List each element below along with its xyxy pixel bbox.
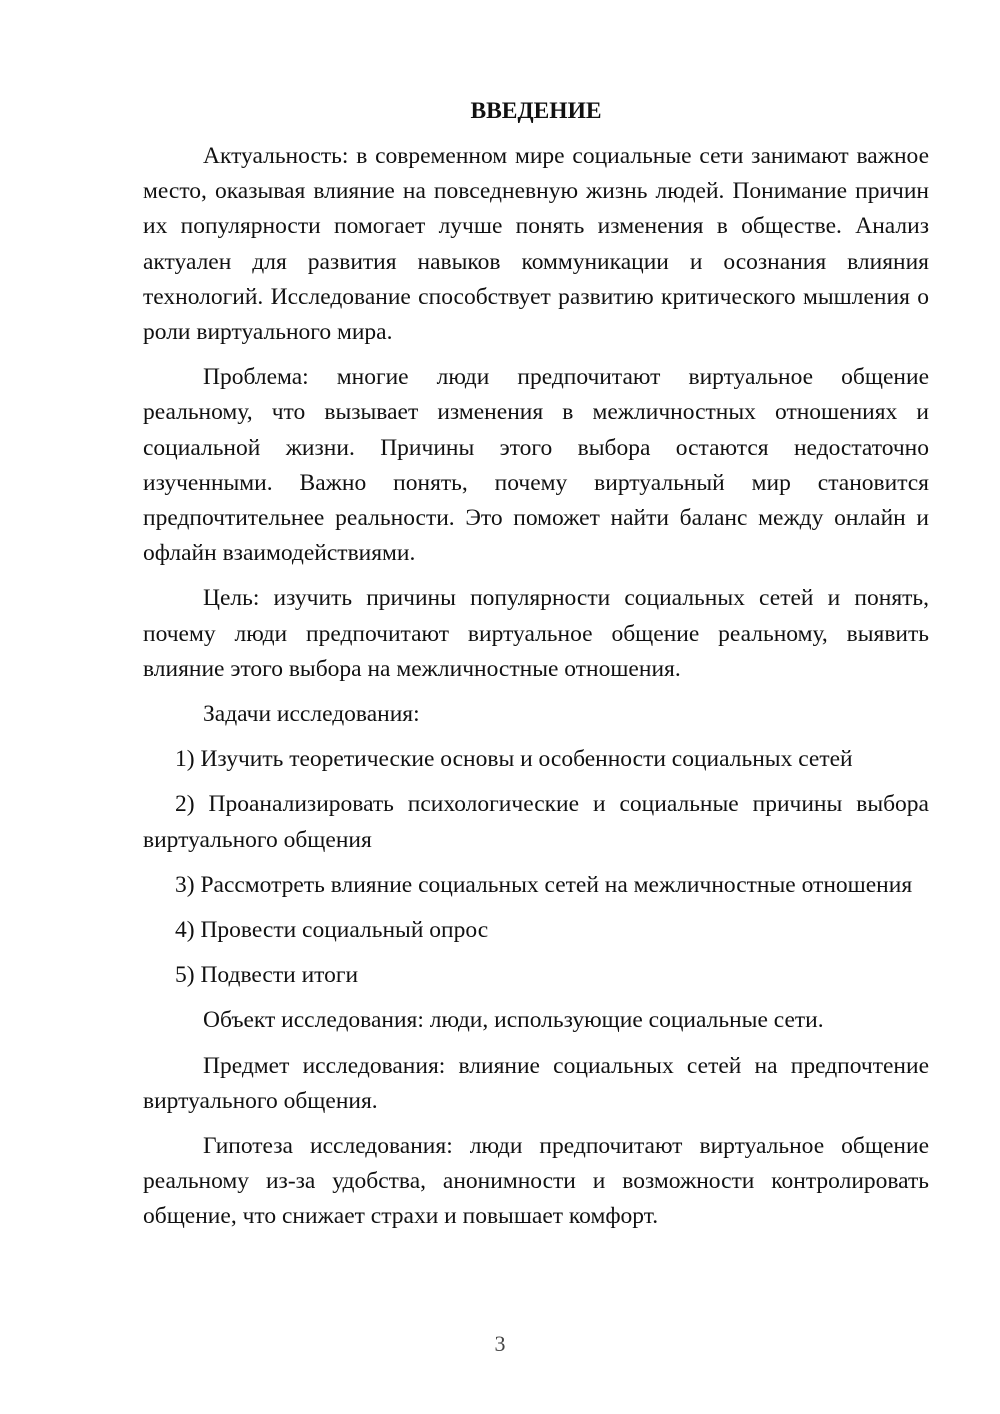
- page-content: [143, 94, 929, 1245]
- goal-paragraph: Цель: изучить причины популярности социальных сетей и понять, почему люди предпочитают виртуальное общение реальному, выявить влияние этого выбора на межличностные отношения.: [143, 585, 929, 682]
- tasks-heading: Задачи исследования:: [203, 701, 420, 728]
- object-paragraph: Объект исследования: люди, использующие социальные сети.: [203, 1007, 824, 1034]
- task-item-3: 3) Рассмотреть влияние социальных сетей на межличностные отношения: [175, 871, 913, 898]
- hypothesis-paragraph: Гипотеза исследования: люди предпочитают виртуальное общение реальному из-за удобства, анонимности и возможности контролировать общение, что снижает страхи и повышает комфорт.: [143, 1133, 929, 1230]
- task-item-2: 2) Проанализировать психологические и социальные причины выбора виртуального общения: [143, 791, 929, 853]
- page-number: 3: [494, 1331, 506, 1356]
- problem-paragraph: Проблема: многие люди предпочитают виртуальное общение реальному, что вызывает изменения в межличностных отношениях и социальной жизни. Причины этого выбора остаются недостаточно изученными. Важно понять, почему виртуальный мир становится предпочтительнее реальности. Это поможет найти баланс между онлайн и офлайн взаимодействиями.: [143, 364, 929, 567]
- task-item-1: 1) Изучить теоретические основы и особенности социальных сетей: [175, 746, 853, 773]
- task-item-4: 4) Провести социальный опрос: [175, 917, 489, 944]
- page-title: ВВЕДЕНИЕ: [470, 98, 602, 124]
- task-item-5: 5) Подвести итоги: [175, 962, 359, 989]
- subject-paragraph: Предмет исследования: влияние социальных сетей на предпочтение виртуального общения.: [143, 1052, 929, 1114]
- relevance-paragraph: Актуальность: в современном мире социальные сети занимают важное место, оказывая влияние на повседневную жизнь людей. Понимание причин их популярности помогает лучше понять изменения в обществе. Анализ актуален для развития навыков коммуникации и осознания влияния технологий. Исследование способствует развитию критического мышления о роли виртуального мира.: [143, 143, 929, 346]
